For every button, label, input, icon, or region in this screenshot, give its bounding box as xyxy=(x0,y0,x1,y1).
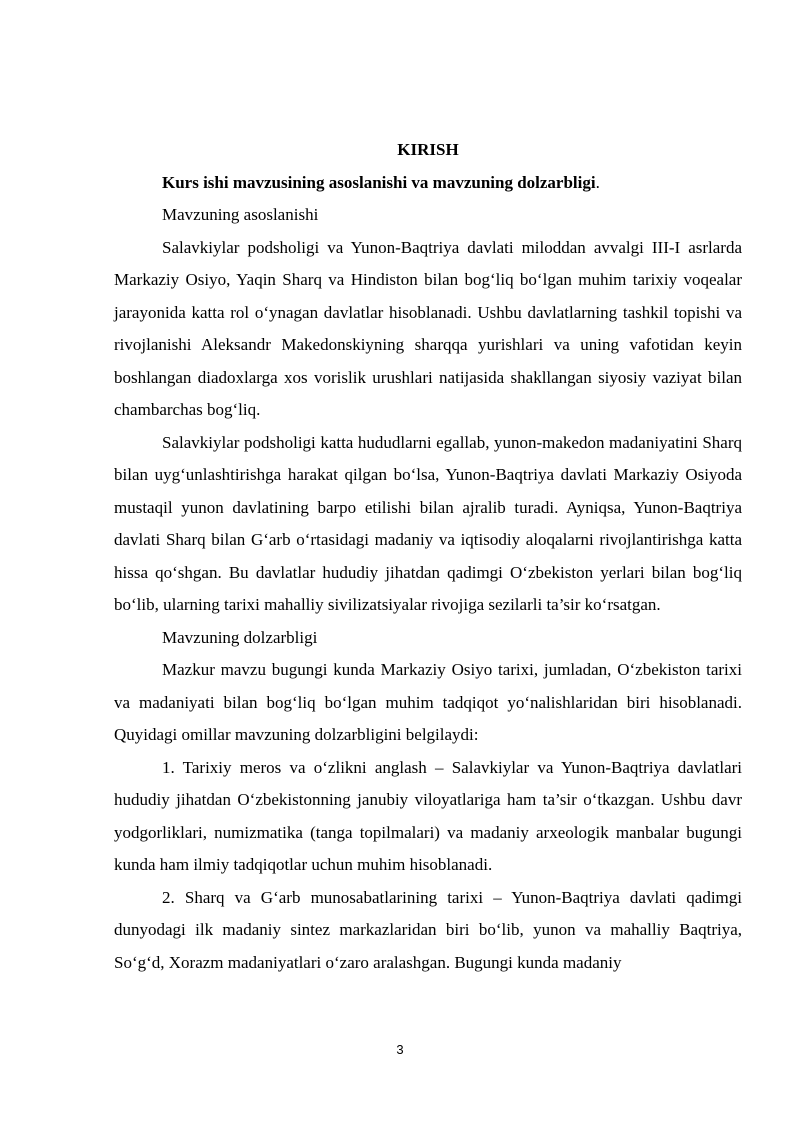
page-number: 3 xyxy=(396,1042,404,1057)
section-title-dolzarbligi: Mavzuning dolzarbligi xyxy=(162,627,318,647)
subheading-line xyxy=(114,167,742,200)
paragraph-5: 2. Sharq va G‘arb munosabatlarining tarixi – Yunon-Baqtriya davlati qadimgi dunyodagi ilk madaniy sintez markazlaridan biri bo‘lib, yunon va mahalliy Baqtriya, So‘g‘d, Xorazm madaniyatlari o‘zaro aralashgan. Bugungi kunda madaniy xyxy=(114,887,742,972)
subheading-punct: . xyxy=(595,172,600,192)
chapter-heading: KIRISH xyxy=(397,140,459,159)
paragraph-3: Mazkur mavzu bugungi kunda Markaziy Osiyo tarixi, jumladan, O‘zbekiston tarixi va madaniyati bilan bog‘liq bo‘lgan muhim tadqiqot yo‘nalishlaridan biri hisoblanadi. Quyidagi omillar mavzuning dolzarbligini belgilaydi: xyxy=(114,660,742,744)
paragraph-1: Salavkiylar podsholigi va Yunon-Baqtriya davlati miloddan avvalgi III-I asrlarda Markaziy Osiyo, Yaqin Sharq va Hindiston bilan bog‘liq bo‘lgan muhim tarixiy voqealar jarayonida katta rol o‘ynagan davlatlar hisoblanadi. Ushbu davlatlarning tashkil topishi va rivojlanishi Aleksandr Makedonskiyning sharqqa yurishlari va uning vafotidan keyin boshlangan diadoxlarga xos vorislik urushlari natijasida shakllangan siyosiy vaziyat bilan chambarchas bog‘liq. xyxy=(114,237,742,419)
section-title-asoslanishi: Mavzuning asoslanishi xyxy=(162,205,319,224)
subheading: Kurs ishi mavzusining asoslanishi va mavzuning dolzarbligi xyxy=(162,172,596,192)
paragraph-2: Salavkiylar podsholigi katta hududlarni egallab, yunon-makedon madaniyatini Sharq bilan uyg‘unlashtirishga harakat qilgan bo‘lsa, Yunon-Baqtriya davlati Markaziy Osiyoda mustaqil yunon davlatining barpo etilishi bilan ajralib turadi. Ayniqsa, Yunon-Baqtriya davlati Sharq bilan G‘arb o‘rtasidagi madaniy va iqtisodiy aloqalarni rivojlantirishga katta hissa qo‘shgan. Bu davlatlar hududiy jihatdan qadimgi O‘zbekiston yerlari bilan bog‘liq bo‘lib, ularning tarixi mahalliy sivilizatsiyalar rivojiga sezilarli ta’sir ko‘rsatgan. xyxy=(114,432,742,614)
paragraph-4: 1. Tarixiy meros va o‘zlikni anglash – Salavkiylar va Yunon-Baqtriya davlatlari hududiy jihatdan O‘zbekistonning janubiy viloyatlariga ham ta’sir o‘tkazgan. Ushbu davr yodgorliklari, numizmatika (tanga topilmalari) va madaniy arxeologik manbalar bugungi kunda ham ilmiy tadqiqotlar uchun muhim hisoblanadi. xyxy=(114,757,742,874)
body-text xyxy=(114,134,742,979)
